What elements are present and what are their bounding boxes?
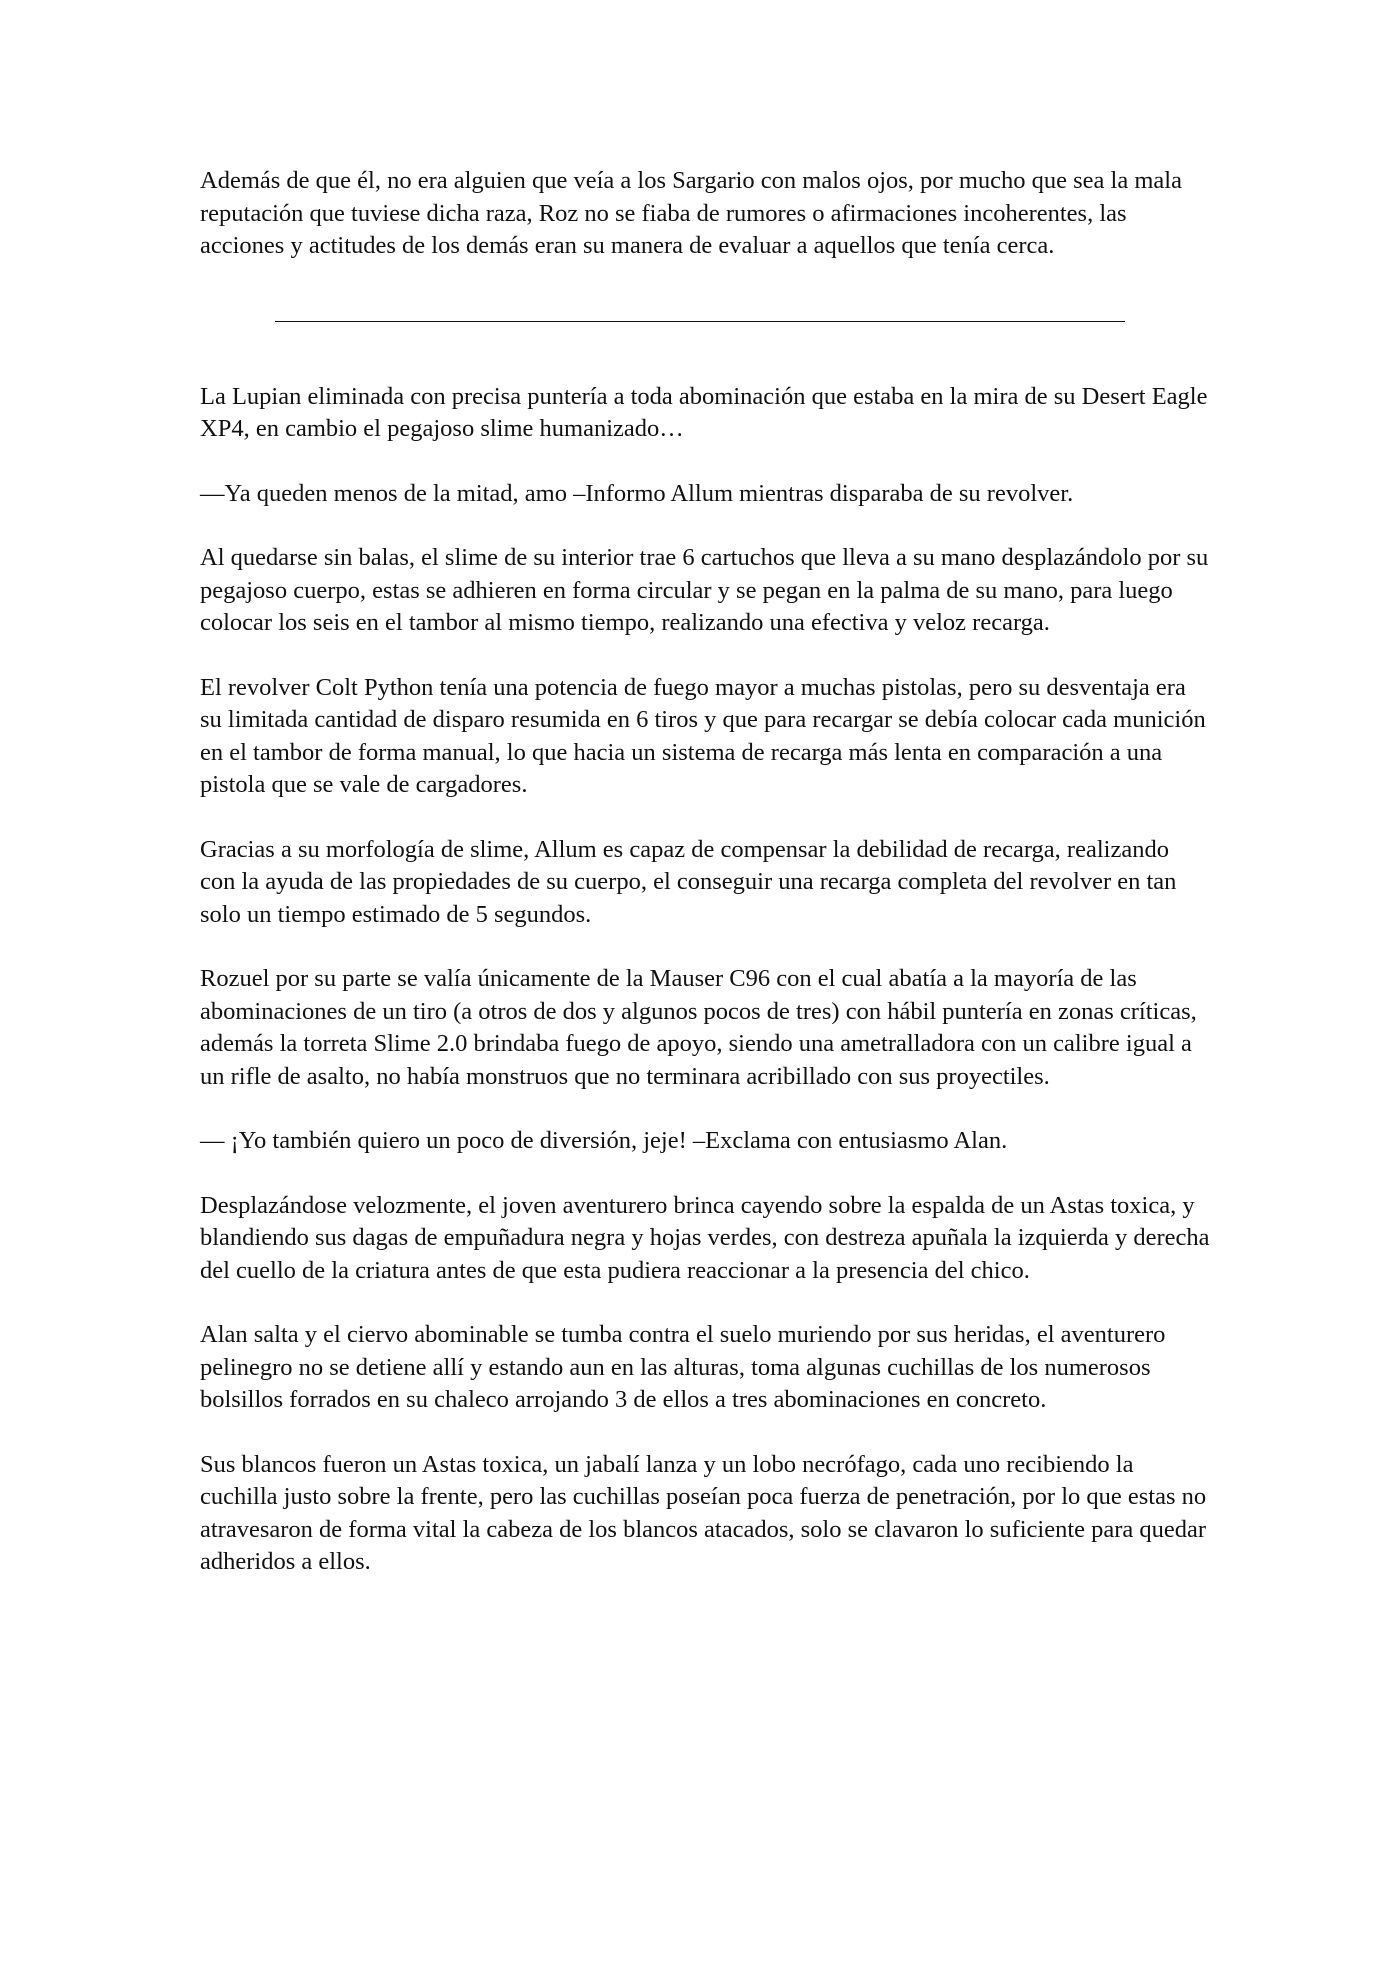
paragraph-2: La Lupian eliminada con precisa puntería a toda abominación que estaba en la mira de su Desert Eagle XP4, en cambio el pegajoso slime humanizado… <box>200 382 1208 442</box>
paragraph-5: El revolver Colt Python tenía una potencia de fuego mayor a muchas pistolas, pero su desventaja era su limitada cantidad de disparo resumida en 6 tiros y que para recargar se debía colocar cada munición en el tambor de forma manual, lo que hacia un sistema de recarga más lenta en comparación a una pistola que se vale de cargadores. <box>200 673 1206 798</box>
paragraph-10: Alan salta y el ciervo abominable se tumba contra el suelo muriendo por sus heridas, el aventurero pelinegro no se detiene allí y estando aun en las alturas, toma algunas cuchillas de los numerosos bolsillos forrados en su chaleco arrojando 3 de ellos a tres abominaciones en concreto. <box>200 1321 1166 1413</box>
paragraph-6: Gracias a su morfología de slime, Allum es capaz de compensar la debilidad de recarga, realizando con la ayuda de las propiedades de su cuerpo, el conseguir una recarga completa del revolver en tan solo un tiempo estimado de 5 segundos. <box>200 835 1177 928</box>
paragraph-3: —Ya queden menos de la mitad, amo –Informo Allum mientras disparaba de su revolver. <box>200 479 1074 507</box>
paragraph-8: — ¡Yo también quiero un poco de diversión, jeje! –Exclama con entusiasmo Alan. <box>200 1127 1008 1154</box>
paragraph-11: Sus blancos fueron un Astas toxica, un jabalí lanza y un lobo necrófago, cada uno recibiendo la cuchilla justo sobre la frente, pero las cuchillas poseían poca fuerza de penetración, por lo que estas no atravesaron de forma vital la cabeza de los blancos atacados, solo se clavaron lo suficiente para quedar adheridos a ellos. <box>200 1450 1207 1575</box>
paragraph-1: Además de que él, no era alguien que veía a los Sargario con malos ojos, por mucho que sea la mala reputación que tuviese dicha raza, Roz no se fiaba de rumores o afirmaciones incoherentes, las acciones y actitudes de los demás eran su manera de evaluar a aquellos que tenía cerca. <box>200 167 1182 259</box>
divider-line <box>275 321 1125 322</box>
document-page <box>200 165 1210 1611</box>
paragraph-4: Al quedarse sin balas, el slime de su interior trae 6 cartuchos que lleva a su mano desplazándolo por su pegajoso cuerpo, estas se adhieren en forma circular y se pegan en la palma de su mano, para luego colocar los seis en el tambor al mismo tiempo, realizando una efectiva y veloz recarga. <box>200 544 1209 636</box>
paragraph-9: Desplazándose velozmente, el joven aventurero brinca cayendo sobre la espalda de un Astas toxica, y blandiendo sus dagas de empuñadura negra y hojas verdes, con destreza apuñala la izquierda y derecha del cuello de la criatura antes de que esta pudiera reaccionar a la presencia del chico. <box>200 1191 1210 1284</box>
section-divider <box>200 295 1210 381</box>
paragraph-7: Rozuel por su parte se valía únicamente de la Mauser C96 con el cual abatía a la mayoría de las abominaciones de un tiro (a otros de dos y algunos pocos de tres) con hábil puntería en zonas críticas, además la torreta Slime 2.0 brindaba fuego de apoyo, siendo una ametralladora con un calibre igual a un rifle de asalto, no había monstruos que no terminara acribillado con sus proyectiles. <box>200 965 1197 1090</box>
